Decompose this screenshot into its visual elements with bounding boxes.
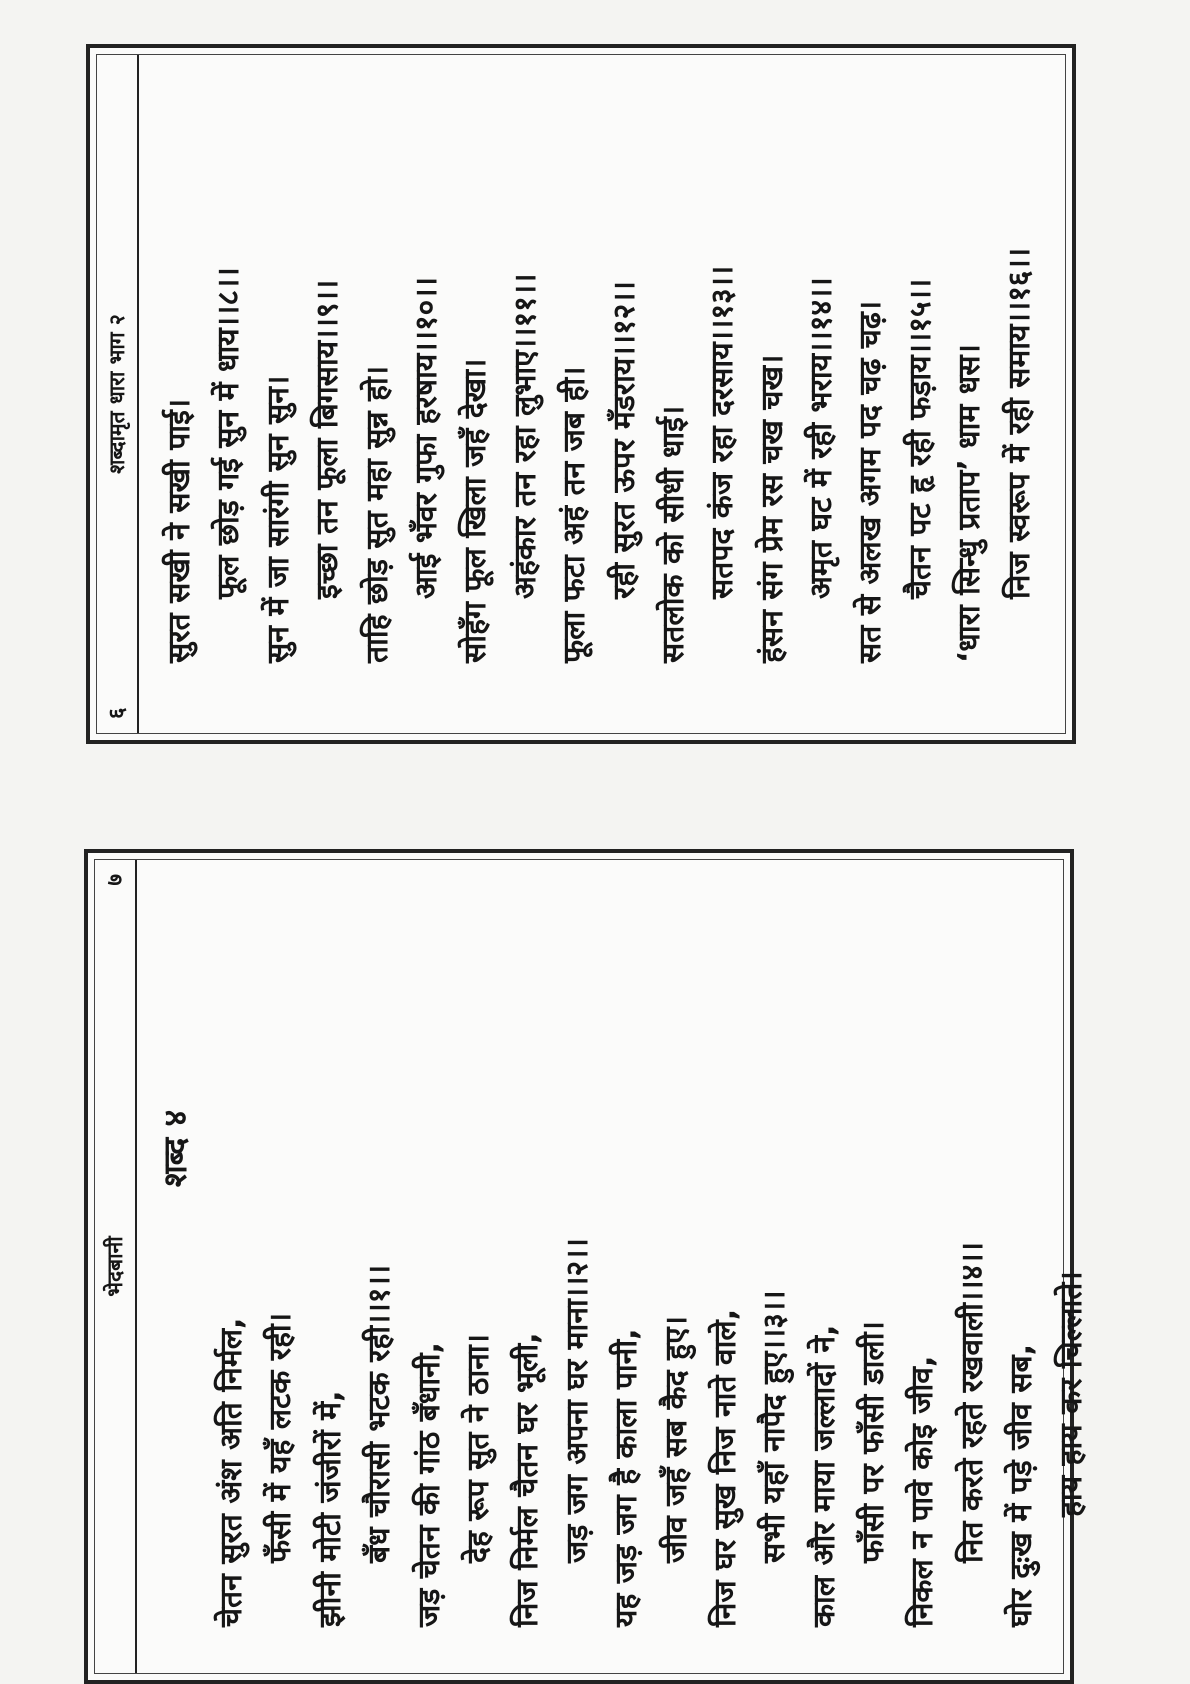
- right-verse-block: [153, 890, 1096, 1627]
- verse-line: फँसी में यहँ लटक रही।: [263, 1312, 299, 1563]
- verse-line: झीनी मोटी जंजीरों में,: [312, 1390, 348, 1627]
- verse-line: सुरत सखी ने सखी पाई।: [162, 398, 197, 663]
- verse-line: सत से अलख अगम पद चढ़ चढ़।: [853, 300, 889, 663]
- verse-line: अमृत घट में रही भराय।।१४।।: [804, 277, 840, 599]
- verse-line: जीव जहँ सब कैद हुए।: [658, 1316, 694, 1563]
- verse-line: इच्छा तन फूला बिगसाय।।९।।: [310, 279, 346, 599]
- verse-line: घोर दुःख में पड़े जीव सब,: [1004, 1343, 1040, 1627]
- verse-line: रही सुरत ऊपर मँडराय।।१२।।: [606, 281, 642, 599]
- verse-line: सभी यहाँ नापैद हुए।।३।।: [757, 1290, 793, 1563]
- left-verse-block: [155, 85, 1044, 663]
- verse-line: सुन में जा सारंगी सुन सुन।: [260, 375, 296, 663]
- left-page: [86, 44, 1076, 744]
- right-page: [84, 849, 1089, 1684]
- left-page-number: ६: [105, 707, 130, 719]
- verse-line: ताहि छोड़ सुत महा सुन्न हो।: [359, 365, 395, 663]
- verse-line: अहंकार तन रहा लुभाए।।११।।: [507, 273, 543, 599]
- right-running-title: भेदबानी: [103, 1236, 127, 1297]
- verse-line: हाय हाय कर चिल्लाते।: [1053, 1271, 1089, 1517]
- verse-line: नित करते रहते रखवाली।।४।।: [954, 1241, 990, 1563]
- verse-line: जड़ चेतन की गांठ बँधानी,: [411, 1342, 447, 1627]
- verse-line: आई भँवर गुफा हरषाय।।१०।।: [408, 277, 444, 599]
- left-running-title: शब्दामृत धारा भाग २: [105, 314, 129, 474]
- right-page-border: [94, 859, 1089, 1674]
- verse-line: निज स्वरूप में रही समाय।।१६।।: [1001, 247, 1037, 599]
- verse-line: निज निर्मल चैतन घर भूली,: [510, 1332, 546, 1627]
- verse-line: फूला फटा अहं तन जब ही।: [557, 366, 593, 663]
- verse-line: सतपद कंज रहा दरसाय।।१३।।: [705, 265, 741, 599]
- left-page-header: [97, 55, 139, 733]
- verse-line: फाँसी पर फाँसी डाली।: [856, 1321, 892, 1563]
- right-page-header: [95, 860, 137, 1673]
- verse-line: सतलोक को सीधी धाई।: [655, 405, 691, 663]
- left-page-border: [96, 54, 1066, 734]
- verse-line: देह रूप सुत ने ठाना।: [460, 1333, 496, 1563]
- verse-line: निकल न पावे कोइ जीव,: [905, 1355, 941, 1627]
- shabd-heading: शब्द ४: [156, 1109, 194, 1188]
- verse-line: सोहँग फूल खिला जहँ देखा।: [458, 358, 494, 663]
- verse-line: बँध चौरासी भटक रही।।१।।: [362, 1264, 398, 1563]
- verse-line: काल और माया जल्लादों ने,: [806, 1324, 842, 1627]
- verse-line: निज घर सुख निज नाते वाले,: [707, 1308, 743, 1627]
- verse-line: यह जड़ जग है काला पानी,: [609, 1328, 645, 1627]
- verse-line: चेतन सुरत अंश अति निर्मल,: [214, 1317, 249, 1627]
- verse-line: चैतन पट हृ रही फड़ाय।।१५।।: [902, 278, 938, 599]
- verse-line: हंसन संग प्रेम रस चख चख।: [754, 354, 790, 663]
- verse-line: जड़ जग अपना घर माना।।२।।: [559, 1238, 595, 1563]
- verse-line: ‘धारा सिन्धु प्रताप’ धाम धस।: [952, 344, 988, 663]
- verse-line: फूल छोड़ गई सुन में धाय।।८।।: [211, 267, 247, 599]
- right-page-number: ७: [103, 874, 128, 886]
